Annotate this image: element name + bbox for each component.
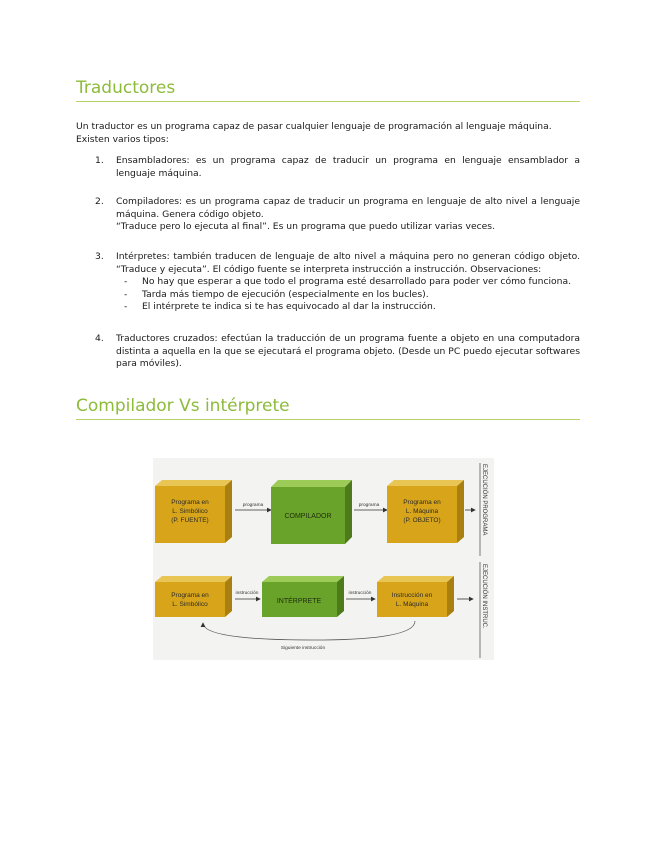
compiler-box	[271, 480, 352, 544]
svg-text:Programa en: Programa en	[171, 592, 209, 599]
interpreter-box	[262, 576, 344, 617]
observation-item: - No hay que esperar a que todo el programa esté desarrollado para poder ver cómo funciona.	[124, 276, 572, 288]
svg-text:INTÉRPRETE: INTÉRPRETE	[276, 598, 322, 605]
observation-item: - Tarda más tiempo de ejecución (especialmente en los bucles).	[124, 288, 429, 300]
list-item-text: Ensambladores: es un programa capaz de traducir un programa en lenguaje ensamblador a lenguaje máquina.	[116, 155, 580, 179]
svg-text:(P. OBJETO): (P. OBJETO)	[403, 517, 441, 524]
list-item-text: Traductores cruzados: efectúan la traducción de un programa fuente a objeto en una computadora distinta a aquella en la que se ejecutará el programa objeto. (Desde un PC puedo ejecutar softwares para móviles).	[116, 333, 580, 370]
svg-text:Programa en: Programa en	[403, 499, 441, 506]
list-item-line: “Traduce pero lo ejecuta al final”. Es un programa que puedo utilizar varias veces.	[116, 221, 496, 233]
loop-label: Siguiente instrucción	[280, 646, 326, 651]
svg-text:(P. FUENTE): (P. FUENTE)	[171, 517, 209, 524]
machine-instruction-box	[377, 576, 454, 617]
list-item-text	[116, 196, 580, 234]
svg-text:L. Simbólico: L. Simbólico	[172, 508, 208, 515]
svg-text:L. Máquina: L. Máquina	[405, 508, 439, 515]
observations-list	[116, 276, 580, 314]
list-item-line: Intérpretes: también traducen de lenguaje de alto nivel a máquina pero no generan código objeto. “Traduce y ejecuta”. El código fuente se interpreta instrucción a instrucción. Observaciones:	[116, 251, 580, 275]
source-program-box-2	[155, 576, 232, 617]
list-number: 4.	[95, 333, 104, 344]
list-item-text	[116, 251, 580, 314]
loop-arrow	[203, 621, 415, 640]
arrow-label: instrucción	[348, 591, 372, 596]
side-label-instruction: EJECUCIÓN INSTRUC.	[481, 564, 487, 629]
list-item-line: Compiladores: es un programa capaz de traducir un programa en lenguaje de alto nivel a lenguaje máquina. Genera código objeto.	[116, 196, 580, 220]
arrow-label: programa	[242, 503, 264, 508]
svg-text:COMPILADOR: COMPILADOR	[284, 513, 332, 520]
svg-text:L. Máquina: L. Máquina	[395, 601, 429, 608]
arrow-label: programa	[358, 503, 380, 508]
list-number: 2.	[95, 196, 104, 207]
arrow-label: instrucción	[235, 591, 259, 596]
section-title-compilador-vs-interprete: Compilador Vs intérprete	[76, 396, 580, 420]
section-title-traductores: Traductores	[76, 78, 580, 102]
object-program-box	[387, 480, 464, 543]
svg-text:Programa en: Programa en	[171, 499, 209, 506]
list-number: 1.	[95, 155, 104, 166]
source-program-box	[155, 480, 232, 543]
observation-item: - El intérprete te indica si te has equivocado al dar la instrucción.	[124, 301, 436, 313]
list-number: 3.	[95, 251, 104, 262]
side-label-program: EJECUCIÓN PROGRAMA	[481, 464, 487, 536]
compiler-vs-interpreter-diagram	[153, 458, 494, 660]
svg-text:Instrucción en: Instrucción en	[391, 592, 433, 599]
svg-text:L. Simbólico: L. Simbólico	[172, 601, 208, 608]
intro-paragraph: Un traductor es un programa capaz de pasar cualquier lenguaje de programación al lenguaje máquina. Existen varios tipos:	[76, 121, 552, 145]
